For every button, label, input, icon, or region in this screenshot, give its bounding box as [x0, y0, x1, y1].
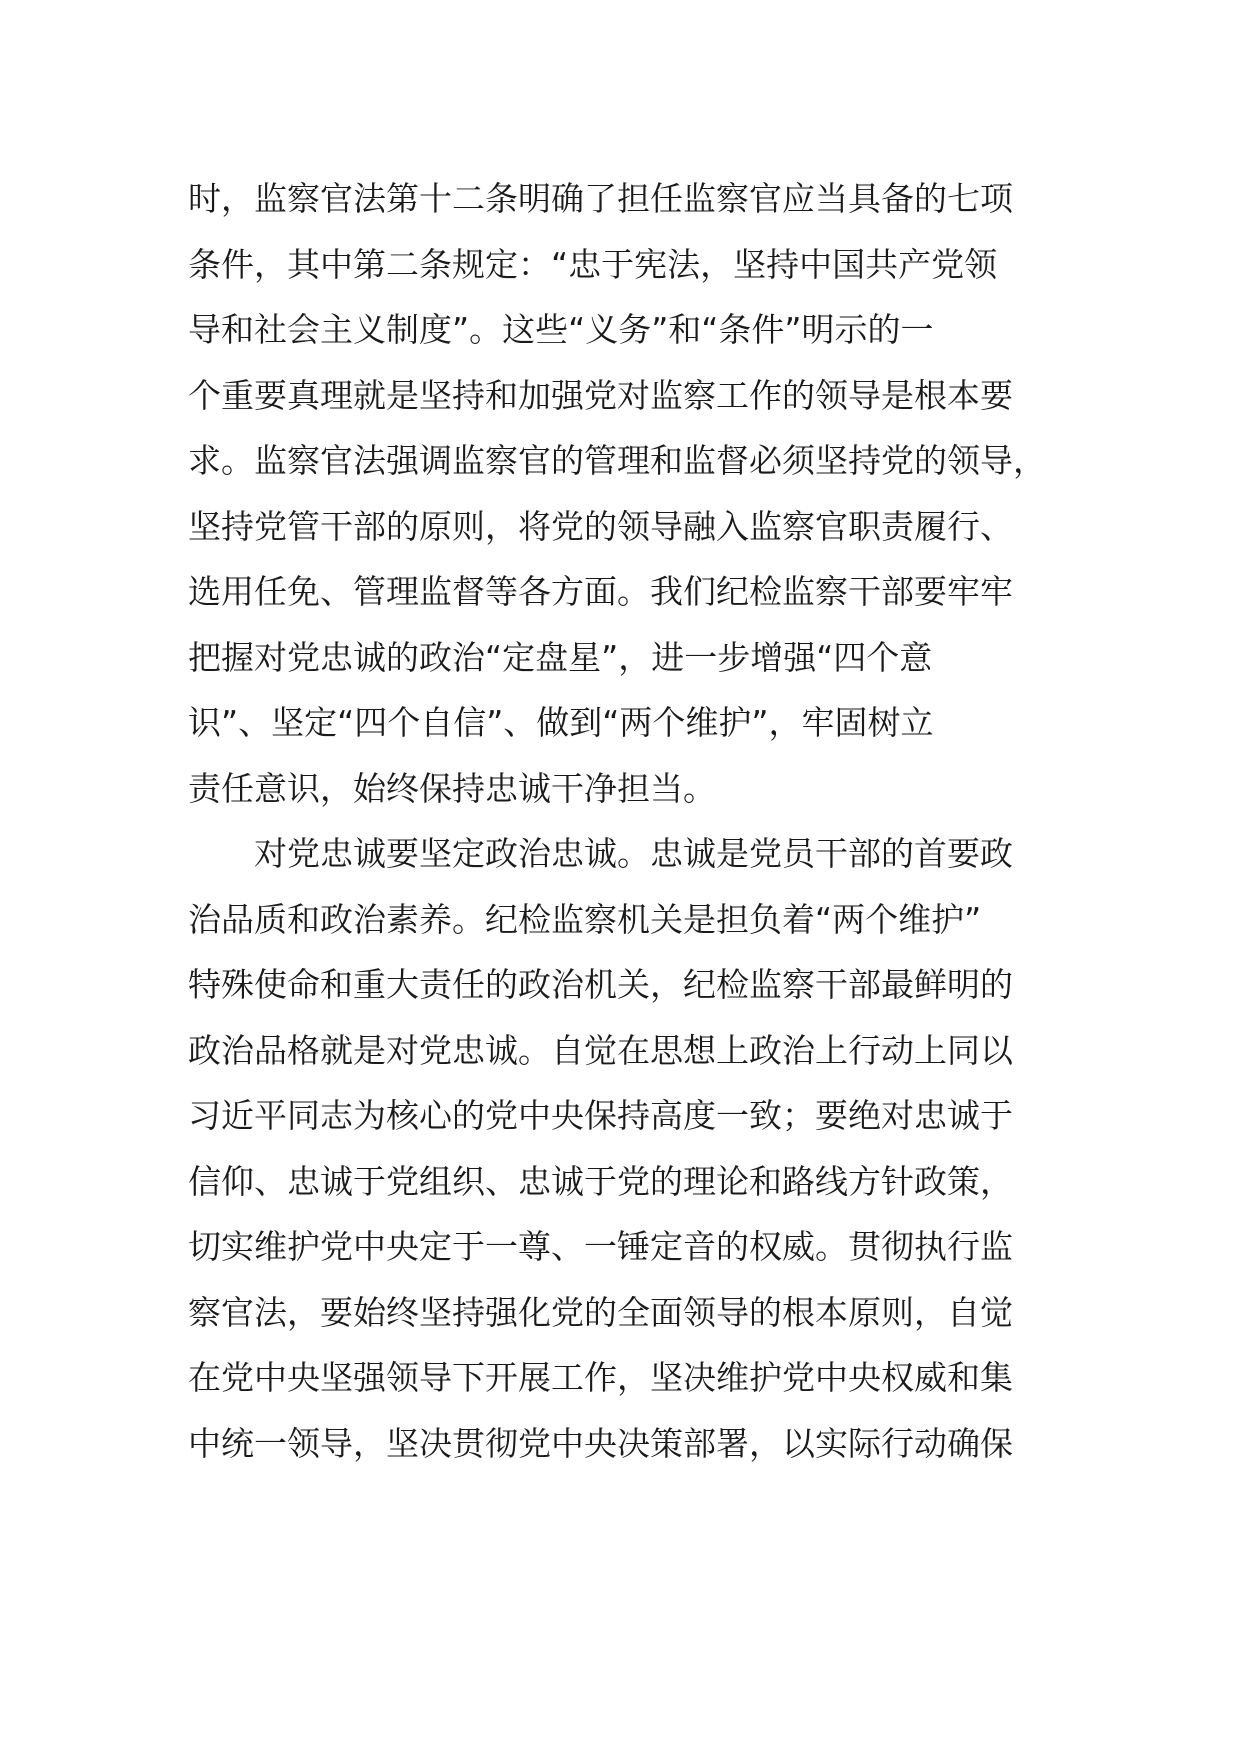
text-line: 政治品格就是对党忠诚。自觉在思想上政治上行动上同以 [188, 1030, 1013, 1070]
text-line: 把握对党忠诚的政治“定盘星”，进一步增强“四个意 [188, 637, 933, 677]
text-line: 察官法，要始终坚持强化党的全面领导的根本原则，自觉 [188, 1292, 1013, 1332]
text-line: 责任意识，始终保持忠诚干净担当。 [188, 768, 716, 808]
text-line: 求。监察官法强调监察官的管理和监督必须坚持党的领导， [188, 441, 1046, 480]
text-line: 特殊使命和重大责任的政治机关，纪检监察干部最鲜明的 [188, 965, 1013, 1004]
text-line: 坚持党管干部的原则，将党的领导融入监察官职责履行、 [188, 506, 1013, 546]
text-line: 治品质和政治素养。纪检监察机关是担负着“两个维护” [188, 899, 982, 939]
text-line: 识”、坚定“四个自信”、做到“两个维护”，牢固树立 [188, 703, 934, 742]
paragraph-start-line: 对党忠诚要坚定政治忠诚。忠诚是党员干部的首要政 [188, 834, 1013, 873]
text-line: 在党中央坚强领导下开展工作，坚决维护党中央权威和集 [188, 1358, 1013, 1397]
text-line: 切实维护党中央定于一尊、一锤定音的权威。贯彻执行监 [188, 1227, 1013, 1266]
body-text [188, 166, 1068, 1476]
text-line: 习近平同志为核心的党中央保持高度一致；要绝对忠诚于 [188, 1096, 1013, 1135]
text-line: 条件，其中第二条规定：“忠于宪法，坚持中国共产党领 [188, 244, 998, 284]
text-line: 个重要真理就是坚持和加强党对监察工作的领导是根本要 [188, 375, 1013, 415]
text-line: 选用任免、管理监督等各方面。我们纪检监察干部要牢牢 [188, 572, 1013, 611]
text-line: 导和社会主义制度”。这些“义务”和“条件”明示的一 [188, 310, 934, 349]
text-line: 信仰、忠诚于党组织、忠诚于党的理论和路线方针政策， [188, 1161, 1013, 1201]
text-line: 中统一领导，坚决贯彻党中央决策部署，以实际行动确保 [188, 1423, 1013, 1463]
text-line: 时，监察官法第十二条明确了担任监察官应当具备的七项 [188, 179, 1013, 218]
